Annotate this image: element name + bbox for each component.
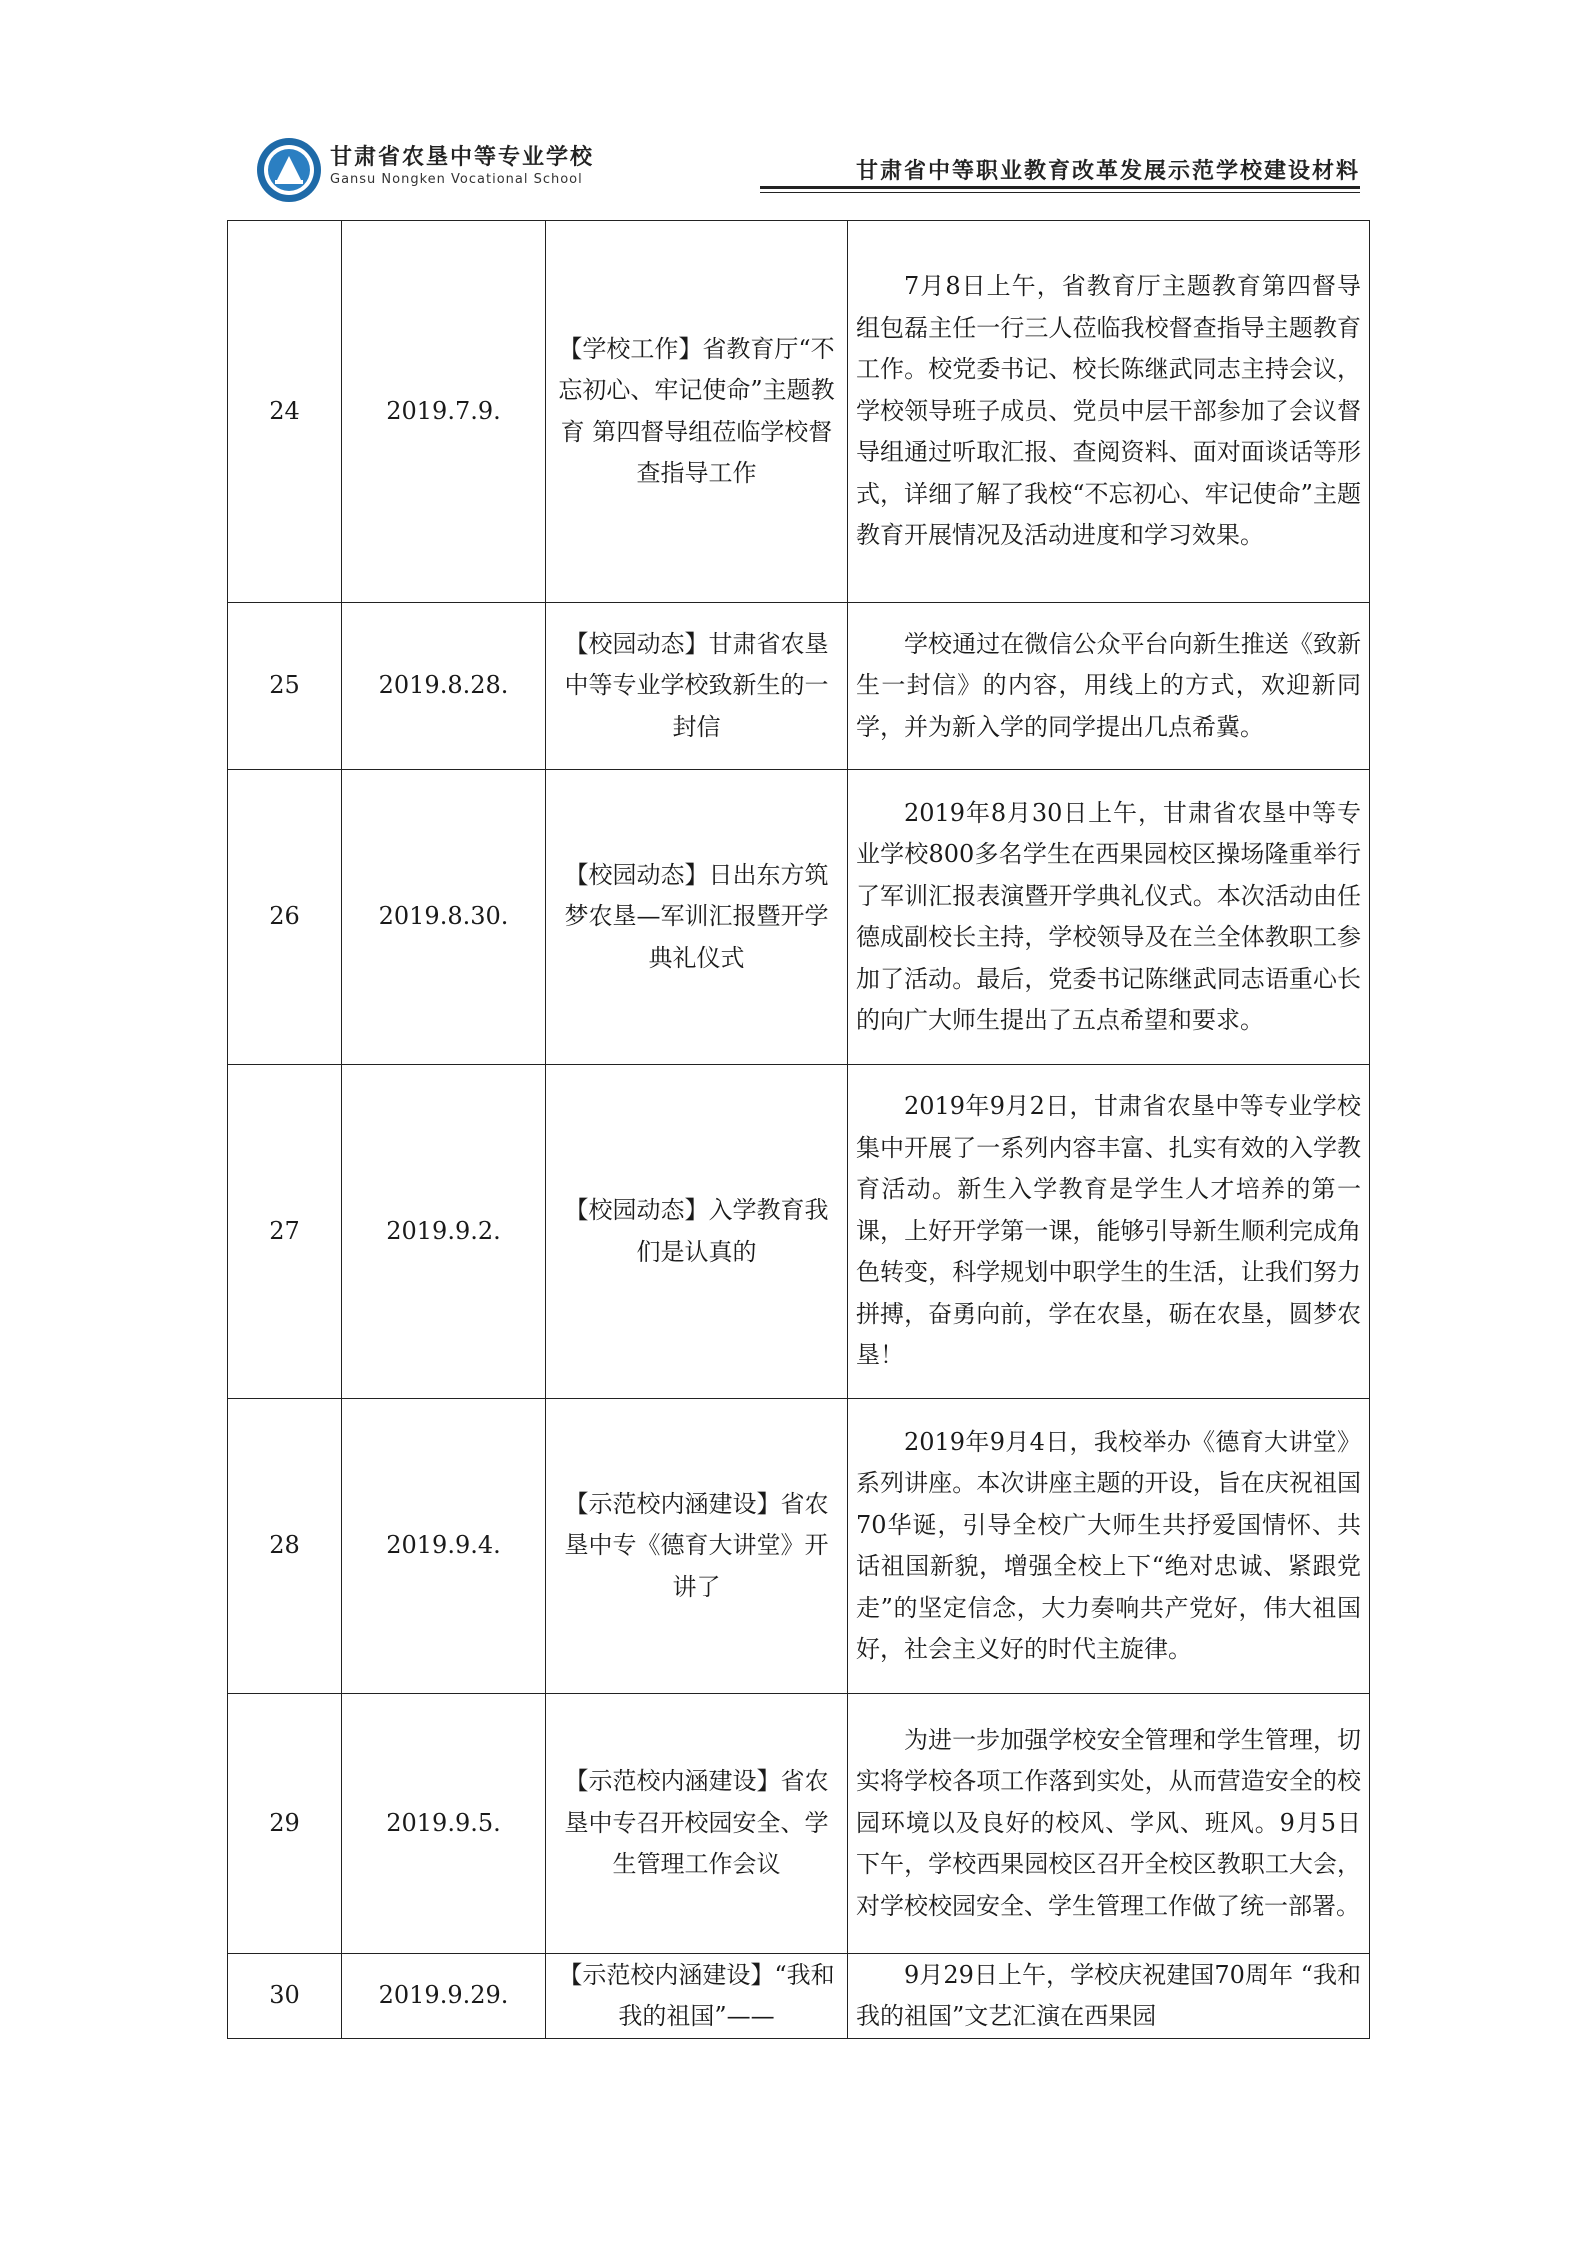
row-summary xyxy=(848,770,1370,1065)
row-number: 25 xyxy=(228,603,342,770)
row-number: 27 xyxy=(228,1065,342,1399)
row-title: 【校园动态】入学教育我们是认真的 xyxy=(546,1065,848,1399)
row-title: 【校园动态】甘肃省农垦中等专业学校致新生的一封信 xyxy=(546,603,848,770)
school-name-en: Gansu Nongken Vocational School xyxy=(330,172,583,187)
row-date: 2019.9.29. xyxy=(342,1954,546,2039)
row-title: 【示范校内涵建设】省农垦中专《德育大讲堂》开讲了 xyxy=(546,1399,848,1694)
table-row xyxy=(228,1065,1370,1399)
row-title: 【示范校内涵建设】省农垦中专召开校园安全、学生管理工作会议 xyxy=(546,1694,848,1954)
row-summary xyxy=(848,603,1370,770)
row-date: 2019.8.30. xyxy=(342,770,546,1065)
row-date: 2019.9.4. xyxy=(342,1399,546,1694)
table-row xyxy=(228,603,1370,770)
row-summary xyxy=(848,1399,1370,1694)
table-row xyxy=(228,1954,1370,2039)
row-title: 【学校工作】省教育厅“不忘初心、牢记使命”主题教育 第四督导组莅临学校督查指导工作 xyxy=(546,221,848,603)
row-summary-text: 2019年9月4日，我校举办《德育大讲堂》系列讲座。本次讲座主题的开设，旨在庆祝祖国70华诞，引导全校广大师生共抒爱国情怀、共话祖国新貌，增强全校上下“绝对忠诚、紧跟党走”的坚定信念，大力奏响共产党好，伟大祖国好，社会主义好的时代主旋律。 xyxy=(856,1427,1361,1663)
row-date: 2019.9.2. xyxy=(342,1065,546,1399)
row-date: 2019.8.28. xyxy=(342,603,546,770)
records-table xyxy=(227,220,1370,2039)
table-row xyxy=(228,1399,1370,1694)
row-title: 【校园动态】日出东方筑梦农垦—军训汇报暨开学典礼仪式 xyxy=(546,770,848,1065)
row-number: 29 xyxy=(228,1694,342,1954)
row-summary xyxy=(848,1065,1370,1399)
row-date: 2019.7.9. xyxy=(342,221,546,603)
row-number: 30 xyxy=(228,1954,342,2039)
row-summary-text: 9月29日上午，学校庆祝建国70周年 “我和我的祖国”文艺汇演在西果园 xyxy=(856,1960,1361,2030)
school-emblem-icon xyxy=(255,136,323,204)
document-title: 甘肃省中等职业教育改革发展示范学校建设材料 xyxy=(855,159,1360,184)
row-date: 2019.9.5. xyxy=(342,1694,546,1954)
table-row xyxy=(228,221,1370,603)
row-summary-text: 2019年8月30日上午，甘肃省农垦中等专业学校800多名学生在西果园校区操场隆重举行了军训汇报表演暨开学典礼仪式。本次活动由任德成副校长主持，学校领导及在兰全体教职工参加了活动。最后，党委书记陈继武同志语重心长的向广大师生提出了五点希望和要求。 xyxy=(856,798,1361,1034)
table-row xyxy=(228,770,1370,1065)
row-summary-text: 学校通过在微信公众平台向新生推送《致新生一封信》的内容，用线上的方式，欢迎新同学，并为新入学的同学提出几点希冀。 xyxy=(856,629,1361,741)
row-summary xyxy=(848,1694,1370,1954)
row-summary xyxy=(848,1954,1370,2039)
row-title: 【示范校内涵建设】“我和我的祖国”—— xyxy=(546,1954,848,2039)
school-name-cn: 甘肃省农垦中等专业学校 xyxy=(330,145,595,170)
row-number: 24 xyxy=(228,221,342,603)
row-summary-text: 为进一步加强学校安全管理和学生管理，切实将学校各项工作落到实处，从而营造安全的校园环境以及良好的校风、学风、班风。9月5日下午，学校西果园校区召开全校区教职工大会，对学校校园安全、学生管理工作做了统一部署。 xyxy=(856,1725,1361,1920)
page-header xyxy=(230,120,1360,200)
row-summary-text: 7月8日上午，省教育厅主题教育第四督导组包磊主任一行三人莅临我校督查指导主题教育工作。校党委书记、校长陈继武同志主持会议，学校领导班子成员、党员中层干部参加了会议督导组通过听取汇报、查阅资料、面对面谈话等形式，详细了解了我校“不忘初心、牢记使命”主题教育开展情况及活动进度和学习效果。 xyxy=(856,272,1361,550)
row-summary-text: 2019年9月2日，甘肃省农垦中等专业学校集中开展了一系列内容丰富、扎实有效的入学教育活动。新生入学教育是学生人才培养的第一课，上好开学第一课，能够引导新生顺利完成角色转变，科学规划中职学生的生活，让我们努力拼搏，奋勇向前，学在农垦，砺在农垦，圆梦农垦！ xyxy=(856,1092,1361,1370)
header-divider xyxy=(760,186,1360,189)
header-divider-thin xyxy=(760,192,1360,193)
row-number: 26 xyxy=(228,770,342,1065)
row-summary xyxy=(848,221,1370,603)
table-row xyxy=(228,1694,1370,1954)
row-number: 28 xyxy=(228,1399,342,1694)
